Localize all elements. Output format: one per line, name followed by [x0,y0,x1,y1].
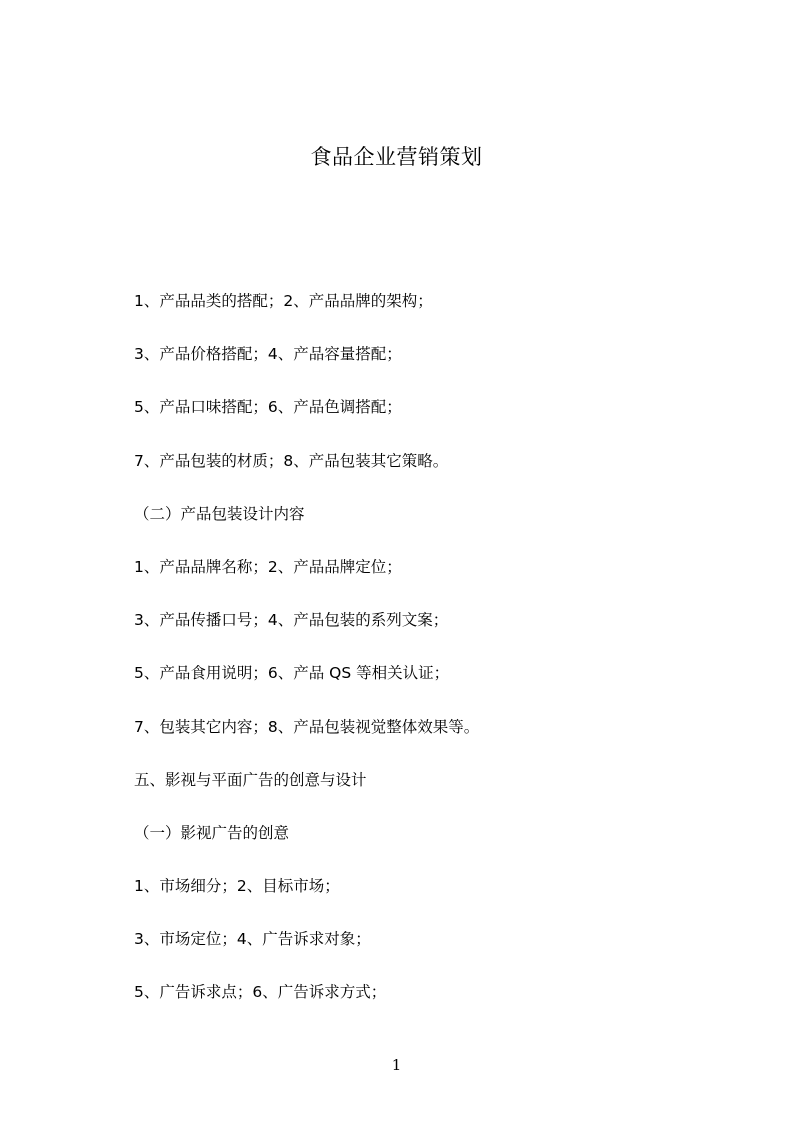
body-line-6: 1、产品品牌名称；2、产品品牌定位； [134,557,402,576]
body-line-9: 7、包装其它内容；8、产品包装视觉整体效果等。 [134,717,480,736]
body-line-4: 7、产品包装的材质；8、产品包装其它策略。 [134,451,449,470]
page-title: 食品企业营销策划 [310,145,483,169]
body-line-2: 3、产品价格搭配；4、产品容量搭配； [134,345,402,364]
body-line-8: 5、产品食用说明；6、产品 QS 等相关认证； [134,664,450,683]
body-line-3: 5、产品口味搭配；6、产品色调搭配； [134,398,402,417]
body-line-1: 1、产品品类的搭配；2、产品品牌的架构； [134,292,433,310]
body-line-7: 3、产品传播口号；4、产品包装的系列文案； [134,611,449,630]
body-line-12: 1、市场细分；2、目标市场； [134,877,340,896]
body-text [134,290,694,1035]
page-number: 1 [391,1056,402,1074]
body-line-13: 3、市场定位；4、广告诉求对象； [134,930,371,949]
section-heading-advertising: 五、影视与平面广告的创意与设计 [134,770,367,789]
body-line-14: 5、广告诉求点；6、广告诉求方式； [134,983,387,1002]
section-heading-video-ad: （一）影视广告的创意 [134,823,290,842]
section-heading-packaging-design: （二）产品包装设计内容 [134,504,305,523]
